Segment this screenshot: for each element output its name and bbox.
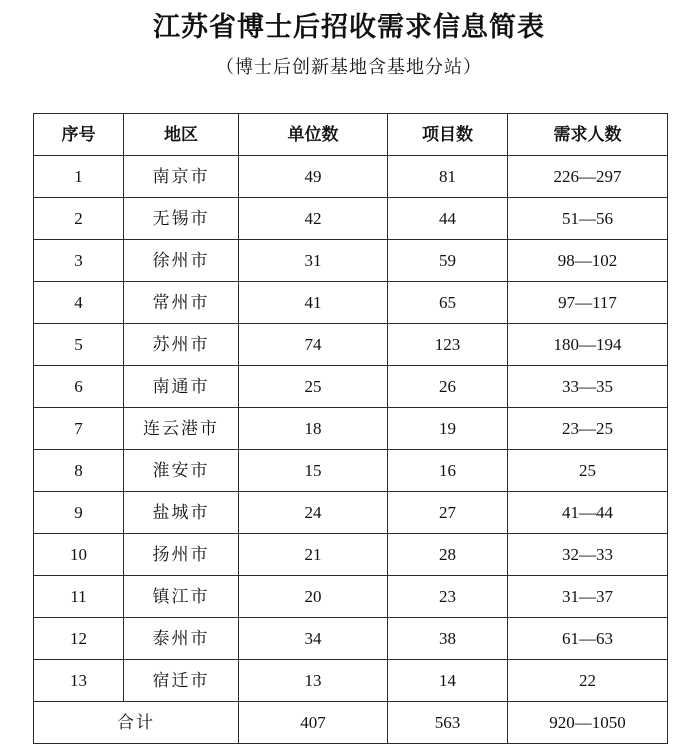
total-projects: 563 [388, 702, 508, 744]
row-units: 41 [239, 282, 388, 324]
row-projects: 28 [388, 534, 508, 576]
row-units: 21 [239, 534, 388, 576]
row-region: 连云港市 [124, 408, 239, 450]
row-demand: 41—44 [508, 492, 668, 534]
row-region: 徐州市 [124, 240, 239, 282]
row-index: 7 [34, 408, 124, 450]
page-title: 江苏省博士后招收需求信息简表 [153, 12, 545, 43]
total-label: 合计 [34, 702, 239, 744]
row-units: 42 [239, 198, 388, 240]
table-row [34, 534, 668, 576]
row-projects: 123 [388, 324, 508, 366]
row-projects: 26 [388, 366, 508, 408]
table-row [34, 240, 668, 282]
row-units: 24 [239, 492, 388, 534]
row-index: 2 [34, 198, 124, 240]
row-region: 南京市 [124, 156, 239, 198]
table-row [34, 576, 668, 618]
total-demand: 920—1050 [508, 702, 668, 744]
total-row [34, 702, 668, 744]
demand-table [33, 113, 668, 744]
header-region: 地区 [124, 114, 239, 156]
row-demand: 25 [508, 450, 668, 492]
row-projects: 44 [388, 198, 508, 240]
row-demand: 33—35 [508, 366, 668, 408]
table-row [34, 450, 668, 492]
table-row [34, 660, 668, 702]
row-region: 苏州市 [124, 324, 239, 366]
row-units: 34 [239, 618, 388, 660]
row-demand: 61—63 [508, 618, 668, 660]
row-demand: 98—102 [508, 240, 668, 282]
row-demand: 22 [508, 660, 668, 702]
row-units: 13 [239, 660, 388, 702]
row-index: 8 [34, 450, 124, 492]
table-row [34, 492, 668, 534]
row-index: 9 [34, 492, 124, 534]
total-units: 407 [239, 702, 388, 744]
row-projects: 19 [388, 408, 508, 450]
row-demand: 226—297 [508, 156, 668, 198]
row-projects: 27 [388, 492, 508, 534]
header-index: 序号 [34, 114, 124, 156]
row-projects: 23 [388, 576, 508, 618]
row-projects: 16 [388, 450, 508, 492]
row-projects: 38 [388, 618, 508, 660]
row-units: 25 [239, 366, 388, 408]
row-index: 6 [34, 366, 124, 408]
row-units: 31 [239, 240, 388, 282]
row-region: 镇江市 [124, 576, 239, 618]
row-projects: 14 [388, 660, 508, 702]
row-index: 5 [34, 324, 124, 366]
header-units: 单位数 [239, 114, 388, 156]
row-demand: 32—33 [508, 534, 668, 576]
row-region: 扬州市 [124, 534, 239, 576]
row-projects: 59 [388, 240, 508, 282]
table-row [34, 198, 668, 240]
row-index: 3 [34, 240, 124, 282]
table-row [34, 408, 668, 450]
row-demand: 23—25 [508, 408, 668, 450]
row-units: 49 [239, 156, 388, 198]
row-demand: 180—194 [508, 324, 668, 366]
table-row [34, 366, 668, 408]
row-index: 11 [34, 576, 124, 618]
row-demand: 31—37 [508, 576, 668, 618]
row-units: 74 [239, 324, 388, 366]
row-region: 盐城市 [124, 492, 239, 534]
table-header-row [34, 114, 668, 156]
table-row [34, 618, 668, 660]
row-region: 无锡市 [124, 198, 239, 240]
row-region: 泰州市 [124, 618, 239, 660]
row-units: 20 [239, 576, 388, 618]
table-row [34, 282, 668, 324]
row-units: 15 [239, 450, 388, 492]
row-index: 13 [34, 660, 124, 702]
header-demand: 需求人数 [508, 114, 668, 156]
row-projects: 65 [388, 282, 508, 324]
row-units: 18 [239, 408, 388, 450]
row-region: 南通市 [124, 366, 239, 408]
row-index: 4 [34, 282, 124, 324]
header-projects: 项目数 [388, 114, 508, 156]
row-index: 1 [34, 156, 124, 198]
table-row [34, 324, 668, 366]
table-row [34, 156, 668, 198]
row-demand: 97—117 [508, 282, 668, 324]
row-region: 常州市 [124, 282, 239, 324]
row-index: 10 [34, 534, 124, 576]
row-index: 12 [34, 618, 124, 660]
row-demand: 51—56 [508, 198, 668, 240]
table-body [34, 156, 668, 744]
row-region: 宿迁市 [124, 660, 239, 702]
page-subtitle: （博士后创新基地含基地分站） [216, 57, 482, 78]
row-projects: 81 [388, 156, 508, 198]
row-region: 淮安市 [124, 450, 239, 492]
